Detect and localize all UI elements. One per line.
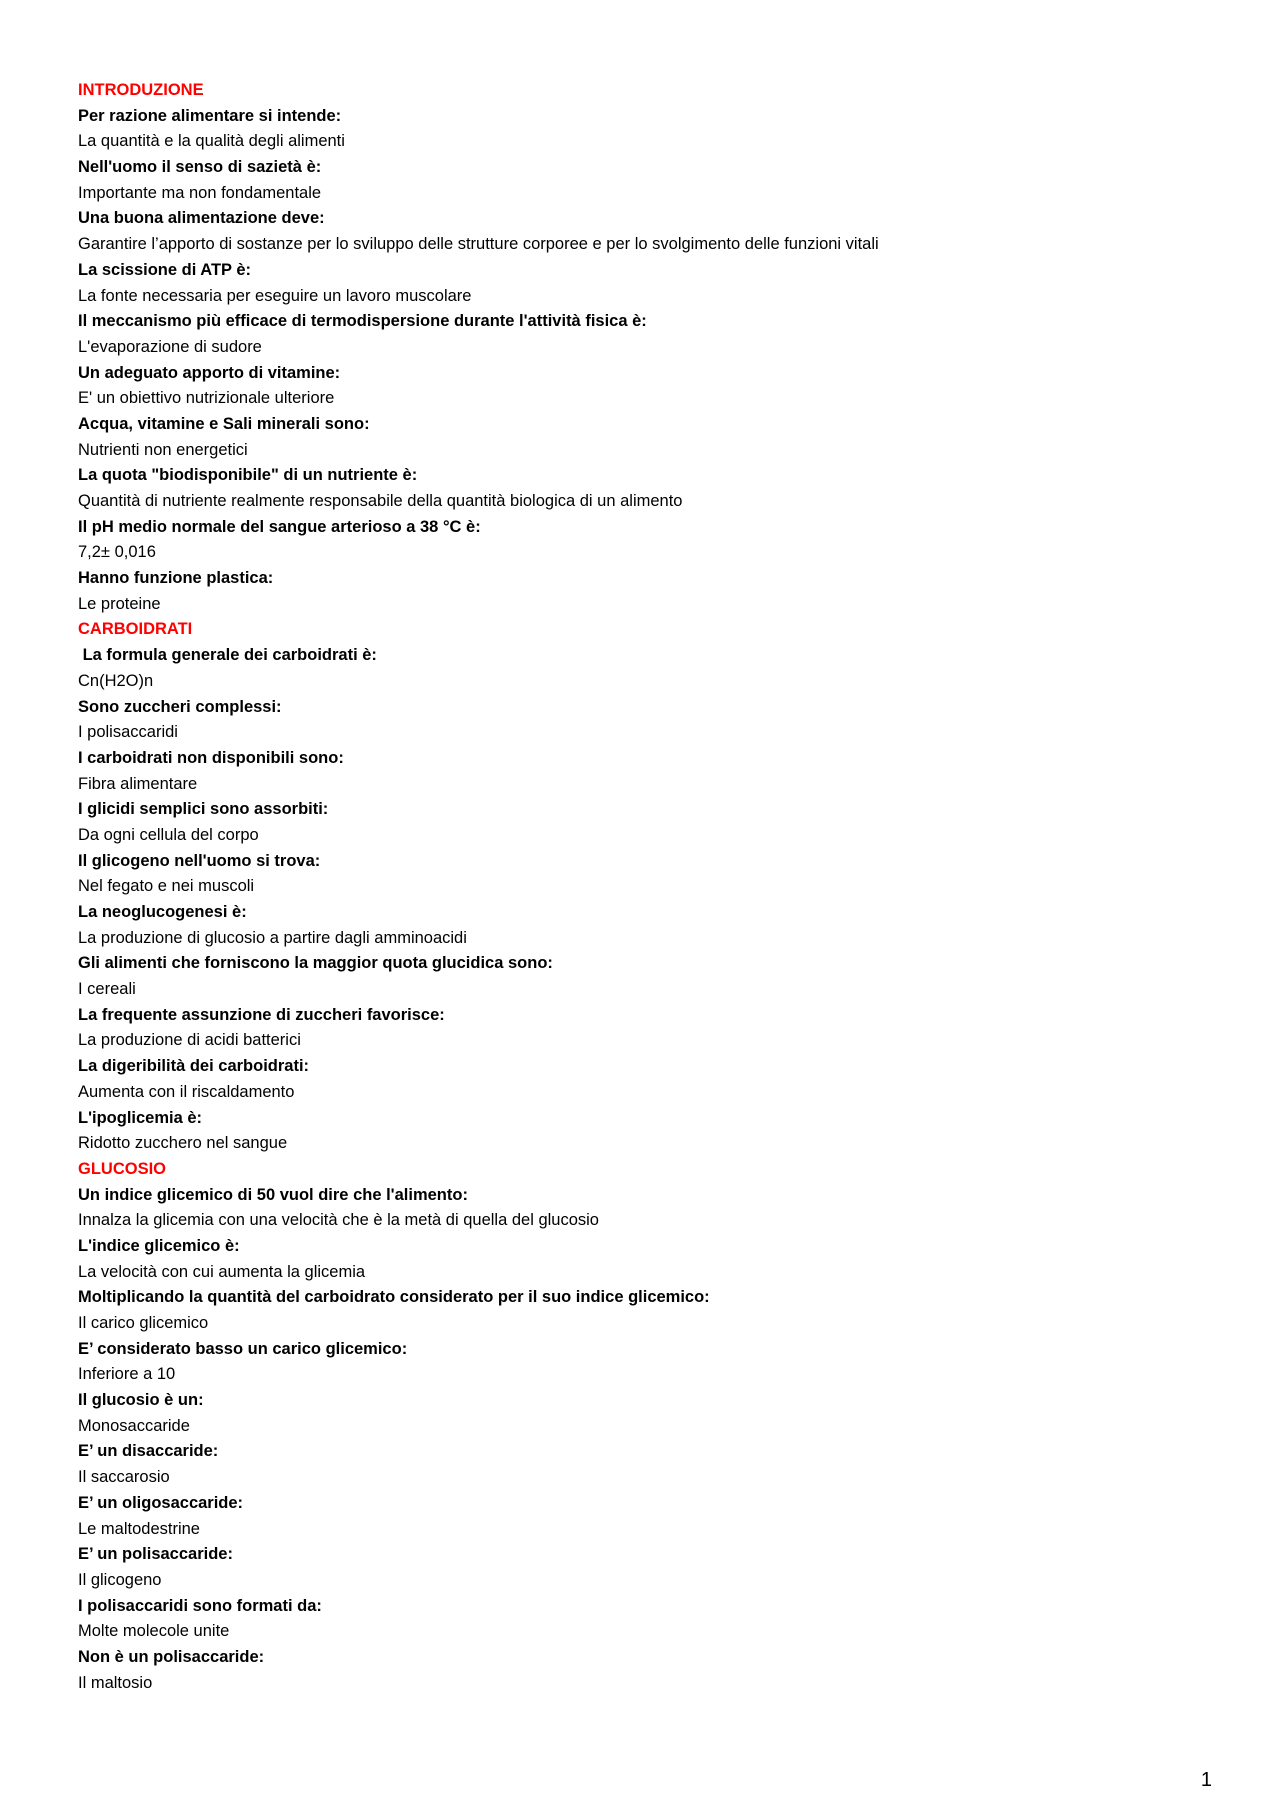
answer: Importante ma non fondamentale: [78, 183, 322, 202]
question: Gli alimenti che forniscono la maggior quota glucidica sono:: [78, 954, 553, 973]
answer: La produzione di acidi batterici: [78, 1031, 301, 1050]
answer: Quantità di nutriente realmente responsabile della quantità biologica di un alimento: [78, 492, 683, 510]
question: La digeribilità dei carboidrati:: [78, 1057, 310, 1076]
question: L'indice glicemico è:: [78, 1236, 240, 1255]
answer: L'evaporazione di sudore: [78, 337, 262, 356]
answer: La velocità con cui aumenta la glicemia: [78, 1262, 366, 1281]
answer: Nutrienti non energetici: [78, 440, 248, 459]
document-body: [78, 78, 1218, 1696]
question: E’ un oligosaccaride:: [78, 1493, 244, 1512]
answer: Il carico glicemico: [78, 1314, 209, 1332]
answer: Le maltodestrine: [78, 1519, 200, 1538]
question: Nell'uomo il senso di sazietà è:: [78, 158, 322, 177]
answer: Fibra alimentare: [78, 774, 198, 793]
question: La scissione di ATP è:: [78, 260, 252, 279]
question: Acqua, vitamine e Sali minerali sono:: [78, 414, 370, 433]
question: La quota "biodisponibile" di un nutriente è:: [78, 466, 418, 485]
question: E’ considerato basso un carico glicemico:: [78, 1339, 408, 1358]
answer: Monosaccaride: [78, 1416, 190, 1435]
answer: La produzione di glucosio a partire dagli amminoacidi: [78, 928, 467, 947]
question: Per razione alimentare si intende:: [78, 106, 342, 125]
section-heading-glucosio: GLUCOSIO: [78, 1159, 167, 1178]
question: Una buona alimentazione deve:: [78, 209, 325, 228]
answer: E' un obiettivo nutrizionale ulteriore: [78, 389, 335, 408]
question: I carboidrati non disponibili sono:: [78, 748, 344, 767]
answer: Inferiore a 10: [78, 1365, 176, 1384]
question: Il meccanismo più efficace di termodispersione durante l'attività fisica è:: [78, 312, 647, 331]
answer: La quantità e la qualità degli alimenti: [78, 132, 345, 151]
question: Sono zuccheri complessi:: [78, 697, 282, 716]
answer: La fonte necessaria per eseguire un lavoro muscolare: [78, 286, 472, 305]
answer: Le proteine: [78, 594, 161, 613]
answer: I polisaccaridi: [78, 723, 178, 742]
question: I polisaccaridi sono formati da:: [78, 1596, 322, 1615]
answer: Da ogni cellula del corpo: [78, 825, 259, 844]
question: Il glucosio è un:: [78, 1391, 204, 1410]
answer: Il saccarosio: [78, 1468, 170, 1487]
question: I glicidi semplici sono assorbiti:: [78, 800, 329, 819]
question: Il glicogeno nell'uomo si trova:: [78, 851, 321, 870]
answer: Nel fegato e nei muscoli: [78, 877, 255, 896]
question: Non è un polisaccaride:: [78, 1647, 265, 1666]
answer: Il maltosio: [78, 1673, 153, 1692]
answer: Garantire l’apporto di sostanze per lo sviluppo delle strutture corporee e per lo svolgimento delle funzioni vitali: [78, 235, 879, 254]
question: E’ un polisaccaride:: [78, 1545, 233, 1564]
question: La formula generale dei carboidrati è:: [78, 646, 377, 665]
section-heading-introduzione: INTRODUZIONE: [78, 81, 204, 99]
answer: Innalza la glicemia con una velocità che è la metà di quella del glucosio: [78, 1211, 599, 1230]
question: Hanno funzione plastica:: [78, 569, 274, 588]
question: Moltiplicando la quantità del carboidrato considerato per il suo indice glicemico:: [78, 1288, 710, 1307]
question: Un adeguato apporto di vitamine:: [78, 363, 341, 382]
question: L'ipoglicemia è:: [78, 1108, 203, 1127]
answer: Molte molecole unite: [78, 1622, 230, 1641]
answer: 7,2± 0,016: [78, 543, 156, 562]
answer: Il glicogeno: [78, 1570, 162, 1589]
answer: I cereali: [78, 980, 136, 999]
question: Un indice glicemico di 50 vuol dire che l'alimento:: [78, 1185, 468, 1204]
question: La neoglucogenesi è:: [78, 903, 247, 921]
question: Il pH medio normale del sangue arterioso a 38 °C è:: [78, 517, 481, 536]
answer: Cn(H2O)n: [78, 671, 154, 690]
answer: Ridotto zucchero nel sangue: [78, 1134, 288, 1153]
answer: Aumenta con il riscaldamento: [78, 1082, 295, 1101]
question: E’ un disaccaride:: [78, 1442, 219, 1461]
question: La frequente assunzione di zuccheri favorisce:: [78, 1005, 445, 1024]
section-heading-carboidrati: CARBOIDRATI: [78, 620, 193, 639]
page-number: 1: [1200, 1769, 1212, 1791]
